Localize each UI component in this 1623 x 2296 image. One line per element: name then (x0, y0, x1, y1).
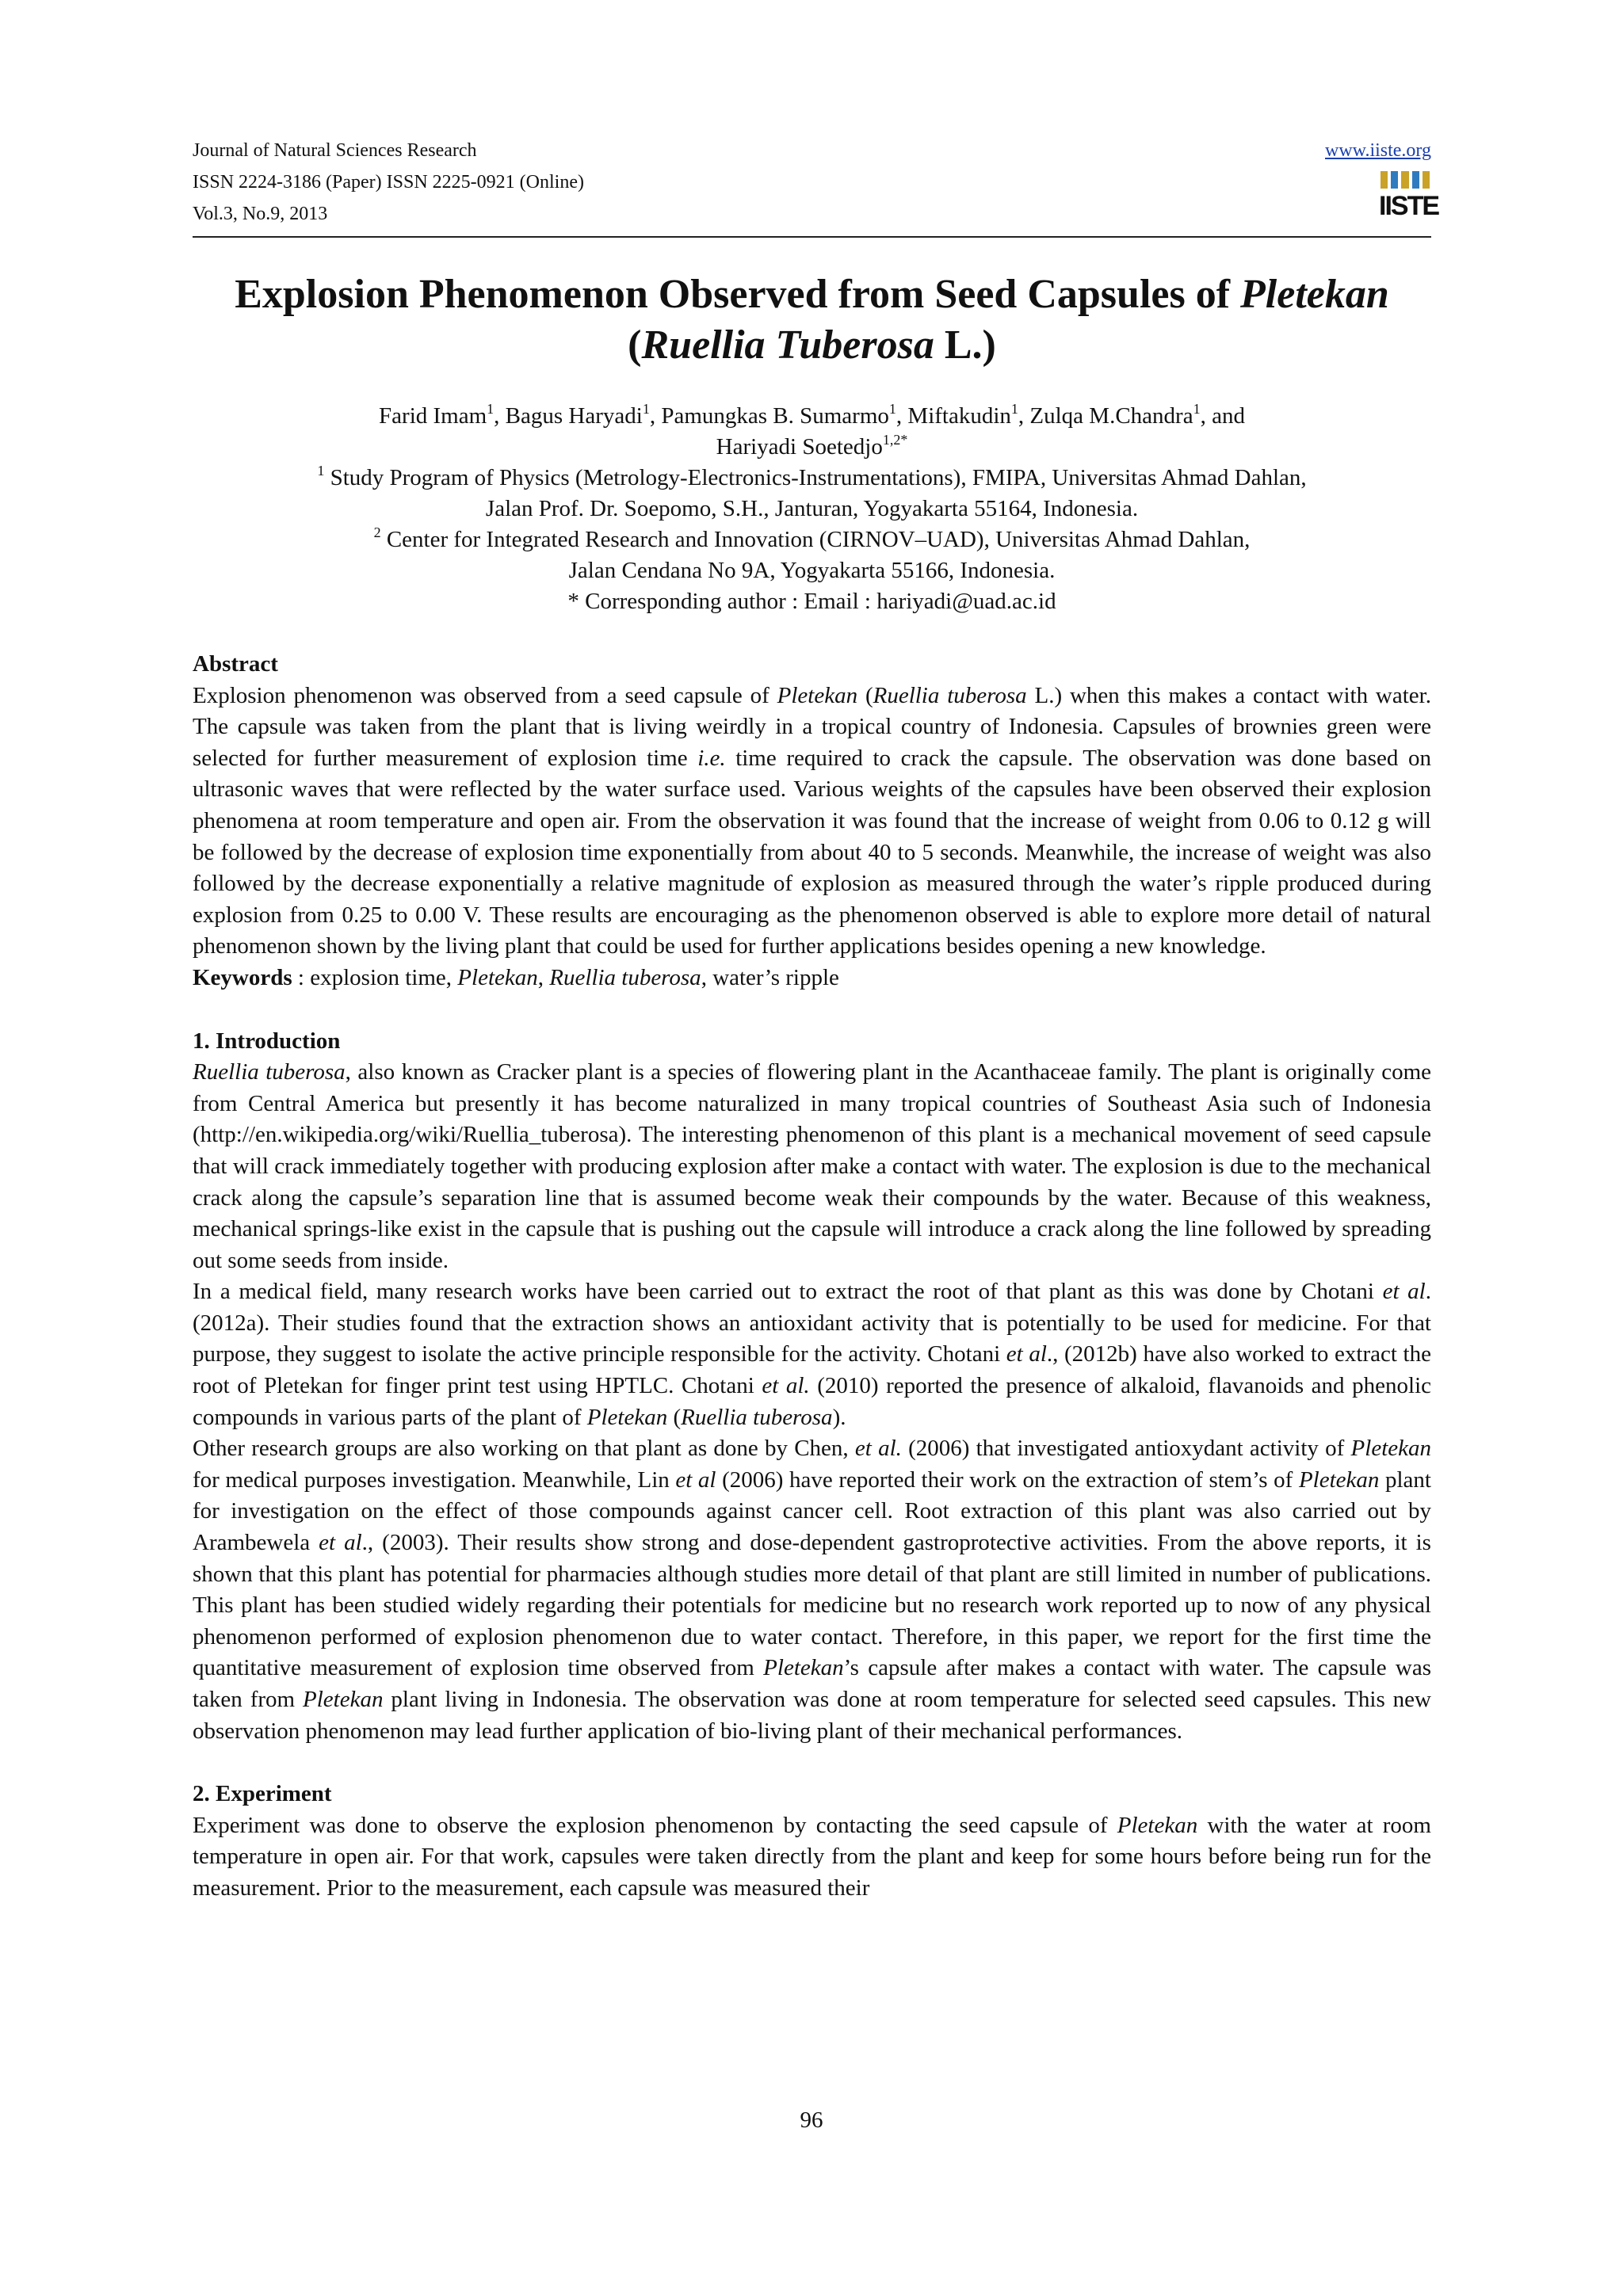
journal-info (193, 135, 584, 230)
introduction-section (193, 1026, 1431, 1748)
abstract-text: Explosion phenomenon was observed from a seed capsule of Pletekan (Ruellia tuberosa L.) when this makes a contact with water. The capsule was taken from the plant that is living weirdly in a tropical country of Indonesia. Capsules of brownies green were selected for further measurement of explosion time i.e. time required to crack the capsule. The observation was done based on ultrasonic waves that were reflected by the water surface used. Various weights of the capsules have been observed their explosion phenomena at room temperature and open air. From the observation it was found that the increase of weight from 0.06 to 0.12 g will be followed by the decrease of explosion time exponentially from about 40 to 5 seconds. Meanwhile, the increase of weight was also followed by the decrease exponentially a relative magnitude of explosion as measured through the water’s ripple produced during explosion from 0.25 to 0.00 V. These results are encouraging as the phenomenon observed is able to explore more detail of natural phenomenon shown by the living plant that could be used for further applications besides opening a new knowledge. (193, 682, 1431, 959)
experiment-section (193, 1779, 1431, 1904)
author-list: Farid Imam$^1$, Bagus Haryadi$^1$, Pamungkas B. Sumarmo$^1$, Miftakudin$^1$, Zulqa M.Chandra$^1$, and (379, 401, 1245, 429)
author-list-cont: Hariyadi Soetedjo$^{1,2*}$ (716, 432, 908, 460)
corresponding-author: * Corresponding author : Email : hariyadi@uad.ac.id (567, 589, 1056, 614)
author-block (193, 401, 1431, 617)
iiste-logo (1379, 171, 1439, 223)
paper-title: Explosion Phenomenon Observed from Seed Capsules of Pletekan (Ruellia Tuberosa L.) (235, 272, 1389, 368)
intro-paragraph-2: In a medical field, many research works have been carried out to extract the root of that plant as this was done by Chotani et al. (2012a). Their studies found that the extraction shows an antioxidant activity that is potentially to be used for medicine. For that purpose, they suggest to isolate the active principle responsible for the activity. Chotani et al., (2012b) have also worked to extract the root of Pletekan for finger print test using HPTLC. Chotani et al. (2010) reported the presence of alkaloid, flavanoids and phenolic compounds in various parts of the plant of Pletekan (Ruellia tuberosa). (193, 1279, 1431, 1430)
page (193, 135, 1439, 1905)
journal-issn: ISSN 2224-3186 (Paper) ISSN 2225-0921 (Online) (193, 172, 584, 193)
page-number: 96 (800, 2107, 823, 2133)
keywords: Keywords : explosion time, Pletekan, Ruellia tuberosa, water’s ripple (193, 964, 839, 990)
abstract-section (193, 649, 1431, 994)
experiment-heading: 2. Experiment (193, 1781, 332, 1807)
journal-volume: Vol.3, No.9, 2013 (193, 204, 328, 224)
logo-text: IISTE (1379, 191, 1439, 221)
introduction-heading: 1. Introduction (193, 1028, 341, 1054)
website-link[interactable]: www.iiste.org (1325, 140, 1431, 161)
journal-links (1325, 135, 1439, 234)
affiliation-1-address: Jalan Prof. Dr. Soepomo, S.H., Janturan, Yogyakarta 55164, Indonesia. (485, 496, 1139, 521)
abstract-heading: Abstract (193, 651, 278, 677)
experiment-paragraph: Experiment was done to observe the explosion phenomenon by contacting the seed capsule of Pletekan with the water at room temperature in open air. For that work, capsules were taken directly from the plant and keep for some hours before being run for the measurement. Prior to the measurement, each capsule was measured their (193, 1812, 1431, 1901)
journal-name: Journal of Natural Sciences Research (193, 140, 477, 161)
affiliation-1: $^1$ Study Program of Physics (Metrology-Electronics-Instrumentations), FMIPA, Universitas Ahmad Dahlan, (317, 463, 1307, 490)
intro-paragraph-3: Other research groups are also working on that plant as done by Chen, et al. (2006) that investigated antioxydant activity of Pletekan for medical purposes investigation. Meanwhile, Lin et al (2006) have reported their work on the extraction of stem’s of Pletekan plant for investigation on the effect of those compounds against cancer cell. Root extraction of this plant was also carried out by Arambewela et al., (2003). Their results show strong and dose-dependent gastroprotective activities. From the above reports, it is shown that this plant has potential for pharmacies although studies more detail of that plant are still limited in number of publications. This plant has been studied widely regarding their potentials for medicine but no research work reported up to now of any physical phenomenon performed of explosion phenomenon due to water contact. Therefore, in this paper, we report for the first time the quantitative measurement of explosion time observed from Pletekan’s capsule after makes a contact with water. The capsule was taken from Pletekan plant living in Indonesia. The observation was done at room temperature for selected seed capsules. This new observation phenomenon may lead further application of bio-living plant of their mechanical performances. (193, 1436, 1431, 1744)
affiliation-2-address: Jalan Cendana No 9A, Yogyakarta 55166, Indonesia. (568, 558, 1056, 583)
logo-bars-icon (1381, 171, 1430, 189)
affiliation-2: $^2$ Center for Integrated Research and Innovation (CIRNOV–UAD), Universitas Ahmad Dahlan, (373, 524, 1251, 552)
intro-paragraph-1: Ruellia tuberosa, also known as Cracker plant is a species of flowering plant in the Acanthaceae family. The plant is originally come from Central America but presently it has become naturalized in many tropical countries of Southeast Asia such of Indonesia (http://en.wikipedia.org/wiki/Ruellia_tuberosa). The interesting phenomenon of this plant is a mechanical movement of seed capsule that will crack immediately together with producing explosion after make a contact with water. The explosion is due to the mechanical crack along the capsule’s separation line that is assumed become weak their compounds by the water. Because of this weakness, mechanical springs-like exist in the capsule that is pushing out the capsule will introduce a crack along the line followed by spreading out some seeds from inside. (193, 1059, 1431, 1273)
journal-header (193, 135, 1439, 238)
